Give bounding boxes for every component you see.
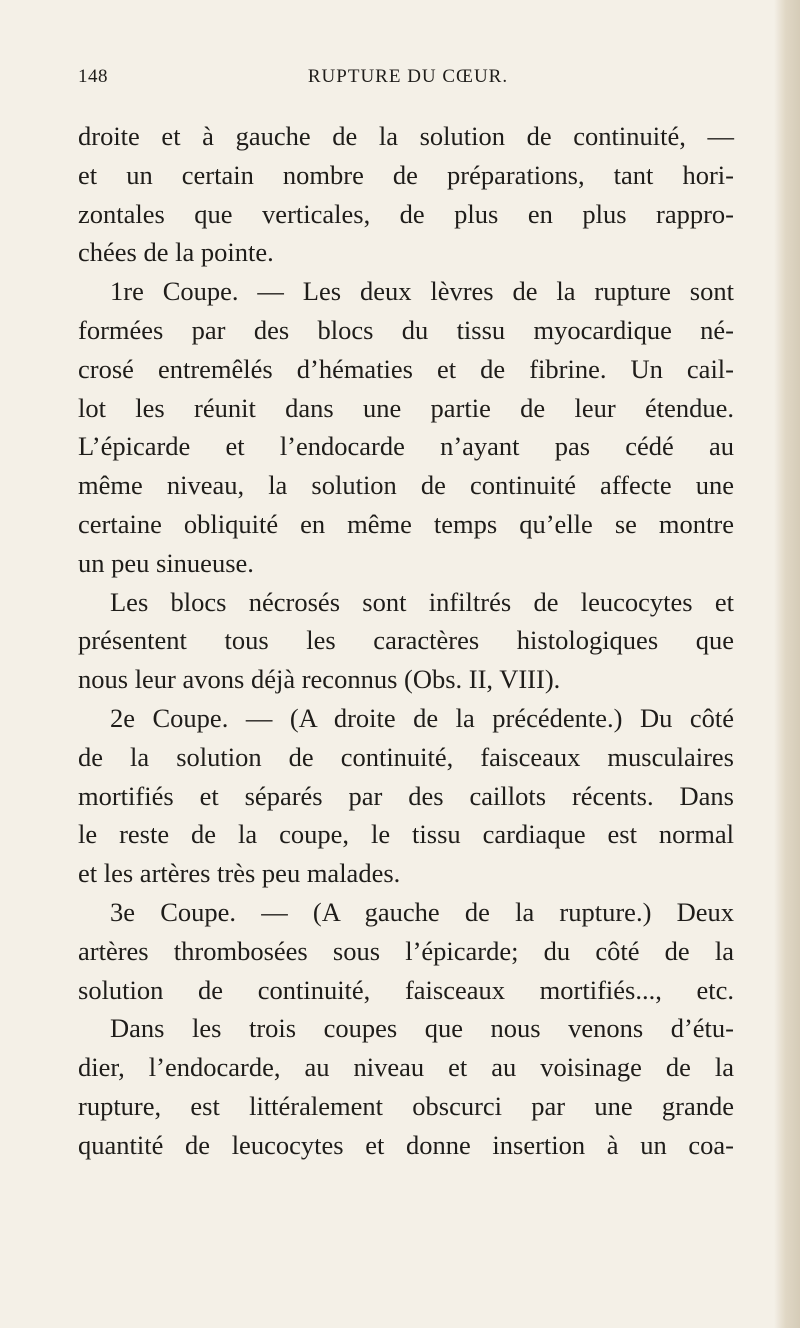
text-line: Dans les trois coupes que nous venons d’étu- (110, 1013, 734, 1044)
text-line: rupture, est littéralement obscurci par une grande (78, 1090, 734, 1121)
text-line: solution de continuité, faisceaux mortifiés..., etc. (78, 974, 734, 1005)
text-line: même niveau, la solution de continuité affecte une (78, 470, 734, 501)
page-number: 148 (78, 66, 108, 87)
text-line: un peu sinueuse. (78, 547, 254, 578)
text-line: chées de la pointe. (78, 237, 274, 268)
text-line: artères thrombosées sous l’épicarde; du côté de la (78, 935, 734, 966)
text-line: et un certain nombre de préparations, tant hori- (78, 159, 734, 190)
text-line: nous leur avons déjà reconnus (Obs. II, VIII). (78, 664, 561, 695)
text-line: le reste de la coupe, le tissu cardiaque est normal (78, 819, 734, 850)
text-line: 3e Coupe. — (A gauche de la rupture.) Deux (110, 896, 734, 927)
page-header (78, 66, 738, 96)
text-line: Les blocs nécrosés sont infiltrés de leucocytes et (110, 586, 734, 617)
text-line: et les artères très peu malades. (78, 858, 401, 889)
text-line: présentent tous les caractères histologiques que (78, 625, 734, 656)
text-line: 2e Coupe. — (A droite de la précédente.) Du côté (110, 702, 734, 733)
text-line: L’épicarde et l’endocarde n’ayant pas cédé au (78, 431, 734, 462)
text-line: zontales que verticales, de plus en plus rappro- (78, 198, 734, 229)
text-line: mortifiés et séparés par des caillots récents. Dans (78, 780, 734, 811)
text-line: crosé entremêlés d’hématies et de fibrine. Un cail- (78, 353, 734, 384)
text-line: 1re Coupe. — Les deux lèvres de la rupture sont (110, 276, 734, 307)
page-edge-shadow (774, 0, 800, 1328)
text-line: quantité de leucocytes et donne insertion à un coa- (78, 1129, 734, 1160)
text-line: lot les réunit dans une partie de leur étendue. (78, 392, 734, 423)
text-line: droite et à gauche de la solution de continuité, — (78, 121, 734, 151)
text-line: dier, l’endocarde, au niveau et au voisinage de la (78, 1052, 734, 1083)
running-title: RUPTURE DU CŒUR. (307, 66, 509, 87)
text-line: formées par des blocs du tissu myocardique né- (78, 314, 734, 345)
body-text (78, 117, 734, 1165)
text-line: de la solution de continuité, faisceaux musculaires (78, 741, 734, 772)
text-line: certaine obliquité en même temps qu’elle se montre (78, 508, 734, 539)
